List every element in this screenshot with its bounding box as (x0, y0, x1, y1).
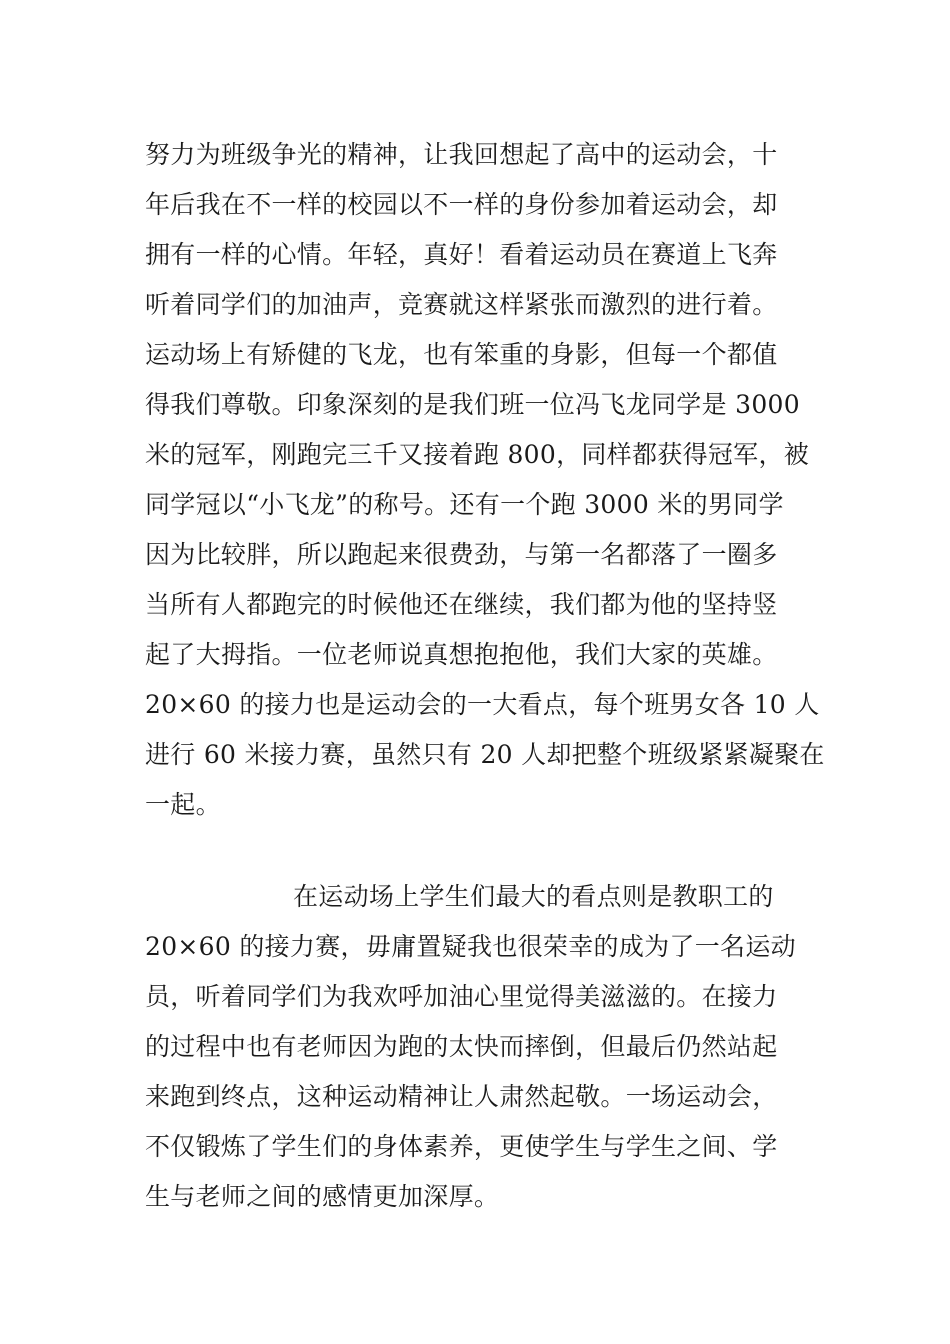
text-line: 20×60 的接力也是运动会的一大看点，每个班男女各 10 人 (145, 690, 820, 719)
text-line: 员，听着同学们为我欢呼加油心里觉得美滋滋的。在接力 (145, 982, 778, 1011)
text-line: 运动场上有矫健的飞龙，也有笨重的身影，但每一个都值 (145, 340, 778, 369)
text-line: 因为比较胖，所以跑起来很费劲，与第一名都落了一圈多 (145, 540, 778, 569)
text-line: 努力为班级争光的精神，让我回想起了高中的运动会，十 (145, 140, 778, 169)
text-line: 同学冠以“小飞龙”的称号。还有一个跑 3000 米的男同学 (145, 490, 784, 519)
text-line: 得我们尊敬。印象深刻的是我们班一位冯飞龙同学是 3000 (145, 390, 800, 419)
text-line: 当所有人都跑完的时候他还在继续，我们都为他的坚持竖 (145, 590, 778, 619)
text-line: 进行 60 米接力赛，虽然只有 20 人却把整个班级紧紧凝聚在 (145, 740, 825, 769)
text-line: 听着同学们的加油声，竞赛就这样紧张而激烈的进行着。 (145, 290, 778, 319)
text-line: 不仅锻炼了学生们的身体素养，更使学生与学生之间、学 (145, 1132, 778, 1161)
text-line: 年后我在不一样的校园以不一样的身份参加着运动会，却 (145, 190, 778, 219)
text-line: 拥有一样的心情。年轻，真好！看着运动员在赛道上飞奔 (145, 240, 778, 269)
text-line: 来跑到终点，这种运动精神让人肃然起敬。一场运动会， (145, 1082, 778, 1111)
text-line: 生与老师之间的感情更加深厚。 (145, 1182, 500, 1211)
text-line-indented: 在运动场上学生们最大的看点则是教职工的 (293, 882, 774, 911)
text-line: 起了大拇指。一位老师说真想抱抱他，我们大家的英雄。 (145, 640, 778, 669)
text-line: 的过程中也有老师因为跑的太快而摔倒，但最后仍然站起 (145, 1032, 778, 1061)
text-line: 米的冠军，刚跑完三千又接着跑 800，同样都获得冠军，被 (145, 440, 810, 469)
text-line: 20×60 的接力赛，毋庸置疑我也很荣幸的成为了一名运动 (145, 932, 796, 961)
paragraph-2 (145, 872, 825, 1222)
paragraph-1 (145, 130, 825, 830)
text-line: 一起。 (145, 790, 221, 819)
